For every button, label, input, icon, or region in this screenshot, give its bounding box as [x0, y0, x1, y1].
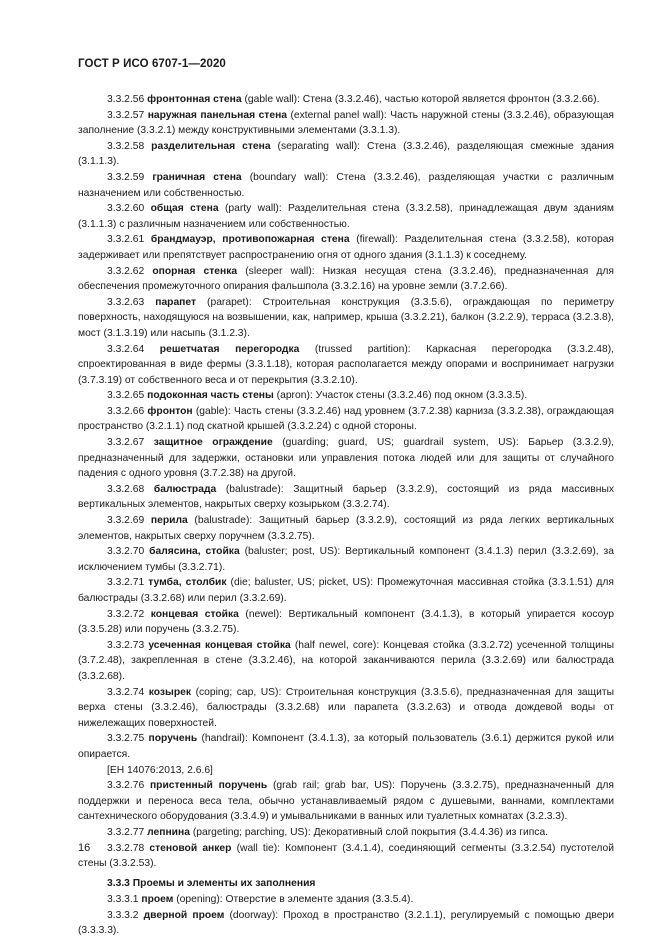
- term-number: 3.3.2.76: [107, 780, 145, 792]
- term-definition: (party wall): Разделительная стена (3.3.2.58), принадлежащая двум зданиям (3.1.1.3) с различным назначением или собственностью.: [78, 203, 614, 230]
- term-number: 3.3.2.72: [107, 608, 145, 620]
- term-definition: (balustrade): Защитный барьер (3.3.2.9), состоящий из ряда массивных вертикальных элементов, накрытых сверху козырьком (3.3.2.74).: [78, 483, 614, 511]
- term-number: 3.3.2.69: [107, 515, 145, 527]
- term-entry: [78, 575, 614, 606]
- term-entry: [78, 513, 614, 544]
- term-number: 3.3.2.60: [107, 203, 145, 215]
- term-number: 3.3.2.57: [107, 109, 145, 121]
- term-name: общая стена: [150, 203, 219, 215]
- term-entry: [78, 778, 614, 825]
- term-name: решетчатая перегородка: [159, 343, 300, 355]
- term-entry: [78, 108, 614, 139]
- term-name: опорная стенка: [152, 265, 238, 277]
- term-number: 3.3.2.78: [107, 842, 145, 854]
- term-number: 3.3.2.74: [107, 686, 145, 698]
- term-number: 3.3.2.66: [107, 405, 145, 417]
- entries-wall-types: [78, 92, 614, 763]
- term-entry: [78, 170, 614, 201]
- section-title: 3.3.3 Проемы и элементы их заполнения: [107, 877, 316, 889]
- term-name: концевая стойка: [150, 608, 239, 620]
- term-number: 3.3.2.64: [107, 343, 145, 355]
- term-definition: (separating wall): Стена (3.3.2.46), разделяющая смежные здания (3.1.1.3).: [78, 140, 614, 168]
- term-number: 3.3.2.58: [107, 140, 145, 152]
- term-definition: (trussed partition): Каркасная перегородка (3.3.2.48), спроектированная в виде фермы (3.3.1.18), которая располагается между опорами и воспринимает нагрузки (3.7.3.19) от собственного веса и от перекрытия (3.3.2.10).: [78, 343, 615, 386]
- term-definition: (firewall): Разделительная стена (3.3.2.58), которая задерживает или препятствует распространению огня от одного здания (3.1.1.3) к соседнему.: [78, 234, 614, 261]
- term-entry: [78, 892, 614, 908]
- term-definition: (coping; cap, US): Строительная конструкция (3.3.5.6), предназначенная для защиты верха стены (3.3.2.46), балюстрады (3.3.2.68) или парапета (3.3.2.63) и отвода дождевой воды от нижележащих поверхностей.: [78, 686, 614, 729]
- term-number: 3.3.2.67: [107, 437, 145, 449]
- term-definition: (newel): Вертикальный компонент (3.4.1.3), в который упирается косоур (3.3.5.28) или поручень (3.3.2.75).: [78, 608, 614, 636]
- term-number: 3.3.2.61: [107, 234, 145, 246]
- entries-openings: [78, 892, 614, 939]
- term-definition: (gable wall): Стена (3.3.2.46), частью которой является фронтон (3.3.2.66).: [241, 94, 600, 105]
- term-name: усеченная концевая стойка: [148, 639, 291, 651]
- term-definition: (sleeper wall): Низкая несущая стена (3.3.2.46), предназначенная для обеспечения промежуточного опирания фальшпола (3.3.2.16) на уровне земли (3.7.2.66).: [78, 265, 614, 293]
- term-entry: [78, 908, 614, 939]
- term-definition: (opening): Отверстие в элементе здания (3.3.5.4).: [173, 894, 414, 906]
- term-entry: [78, 482, 614, 513]
- term-number: 3.3.2.65: [107, 390, 145, 402]
- term-definition: (half newel, core): Концевая стойка (3.3.2.72) усеченной толщины (3.7.2.48), закрепленная в стене (3.3.2.46), на которой заканчиваются перила (3.3.2.69) или балюстрада (3.3.2.68).: [78, 639, 614, 682]
- term-entry: [78, 342, 614, 389]
- term-definition: (grab rail; grab bar, US): Поручень (3.3.2.75), предназначенный для поддержки и переноса веса тела, обычно устанавливаемый рядом с душевыми, ваннами, комплектами сантехнического оборудования (3.3.4.9) и умывальниками в ванных или туалетных комнатах (3.2.3.3).: [78, 780, 614, 823]
- term-definition: (handrail): Компонент (3.4.1.3), за который пользователь (3.6.1) держится рукой или опирается.: [78, 733, 614, 760]
- term-name: граничная стена: [152, 171, 242, 183]
- entries-wall-misc: [78, 778, 614, 872]
- term-entry: [78, 685, 614, 732]
- term-number: 3.3.3.1: [107, 894, 139, 906]
- document-body: [78, 92, 614, 939]
- term-number: 3.3.2.62: [107, 265, 145, 277]
- term-entry: [78, 264, 614, 295]
- term-name: пристенный поручень: [149, 780, 268, 792]
- term-entry: [78, 92, 614, 108]
- term-number: 3.3.2.70: [107, 546, 145, 558]
- term-definition: (wall tie): Компонент (3.4.1.4), соединяющий сегменты (3.3.2.54) пустотелой стены (3.3.2.53).: [78, 842, 614, 870]
- term-name: брандмауэр, противопожарная стена: [150, 234, 350, 246]
- term-definition: (guarding; guard, US; guardrail system, US): Барьер (3.3.2.9), предназначенный для задержки, остановки или управления потока людей или для защиты от случайного падения с одного уровня (3.7.2.38) на другой.: [78, 437, 614, 480]
- page-number: 16: [78, 842, 91, 854]
- term-entry: [78, 638, 614, 685]
- term-name: проем: [141, 894, 174, 906]
- term-number: 3.3.2.75: [107, 733, 145, 745]
- term-name: фронтон: [147, 405, 193, 417]
- term-entry: [78, 607, 614, 638]
- term-entry: [78, 201, 614, 232]
- term-name: стеновой анкер: [149, 842, 232, 854]
- term-number: 3.3.2.68: [107, 483, 145, 495]
- term-name: разделительная стена: [151, 140, 271, 152]
- term-definition: (baluster; post, US): Вертикальный компонент (3.4.1.3) перил (3.3.2.69), за исключением тумбы (3.3.2.71).: [78, 546, 614, 573]
- term-entry: [78, 295, 614, 342]
- term-name: защитное ограждение: [153, 437, 273, 449]
- term-entry: [78, 435, 614, 482]
- term-number: 3.3.2.56: [107, 94, 145, 105]
- term-definition: (gable): Часть стены (3.3.2.46) над уровнем (3.7.2.38) карниза (3.3.2.38), ограждающая пространство (3.2.1.1) под скатной крышей (3.3.2.24) с одной стороны.: [78, 405, 614, 433]
- source-reference: [ЕН 14076:2013, 2.6.6]: [107, 764, 213, 776]
- term-definition: (die; baluster, US; picket, US): Промежуточная массивная стойка (3.3.1.51) для балюстрады (3.3.2.68) или перил (3.3.2.69).: [78, 577, 614, 604]
- document-header: ГОСТ Р ИСО 6707-1—2020: [78, 58, 226, 70]
- term-name: балясина, стойка: [149, 546, 240, 558]
- term-name: дверной проем: [143, 909, 225, 921]
- term-definition: (parapet): Строительная конструкция (3.3.5.6), ограждающая по периметру поверхность, находящуюся на возвышении, как, например, крыша (3.3.2.21), балкон (3.2.2.9), терраса (3.2.3.8), мост (3.1.3.19) или насыпь (3.1.2.3).: [78, 296, 614, 339]
- term-name: поручень: [148, 733, 198, 745]
- term-name: лепнина: [147, 826, 190, 838]
- term-name: балюстрада: [153, 483, 217, 495]
- term-definition: (doorway): Проход в пространство (3.2.1.1), регулируемый с помощью двери (3.3.3.3).: [78, 909, 614, 937]
- term-entry: [78, 388, 614, 404]
- term-definition: (external panel wall): Часть наружной стены (3.3.2.46), образующая заполнение (3.3.2.1) между конструктивными элементами (3.3.1.3).: [78, 109, 614, 137]
- term-entry: [78, 825, 614, 841]
- term-entry: [78, 544, 614, 575]
- term-number: 3.3.2.77: [107, 826, 145, 838]
- term-definition: (balustrade): Защитный барьер (3.3.2.9), состоящий из ряда легких вертикальных элементов, накрытых сверху поручнем (3.3.2.75).: [78, 515, 614, 542]
- term-number: 3.3.2.73: [107, 639, 145, 651]
- term-entry: [78, 731, 614, 762]
- term-name: козырек: [148, 686, 192, 698]
- term-number: 3.3.2.71: [107, 577, 145, 589]
- term-definition: (apron): Участок стены (3.3.2.46) под окном (3.3.3.5).: [273, 390, 528, 402]
- term-number: 3.3.2.59: [107, 171, 145, 183]
- term-name: тумба, столбик: [148, 577, 227, 589]
- term-entry: [78, 139, 614, 170]
- term-entry: [78, 232, 614, 263]
- term-entry: [78, 841, 614, 872]
- term-definition: (boundary wall): Стена (3.3.2.46), разделяющая участки с различным назначением или собственностью.: [78, 171, 614, 199]
- term-name: парапет: [155, 296, 197, 308]
- term-name: перила: [150, 515, 188, 527]
- term-name: фронтонная стена: [147, 94, 242, 105]
- term-definition: (pargeting; parching, US): Декоративный слой покрытия (3.4.4.36) из гипса.: [189, 826, 549, 838]
- term-entry: [78, 404, 614, 435]
- term-name: подоконная часть стены: [147, 390, 274, 402]
- term-number: 3.3.3.2: [107, 909, 139, 921]
- term-number: 3.3.2.63: [107, 296, 145, 308]
- term-name: наружная панельная стена: [147, 109, 288, 121]
